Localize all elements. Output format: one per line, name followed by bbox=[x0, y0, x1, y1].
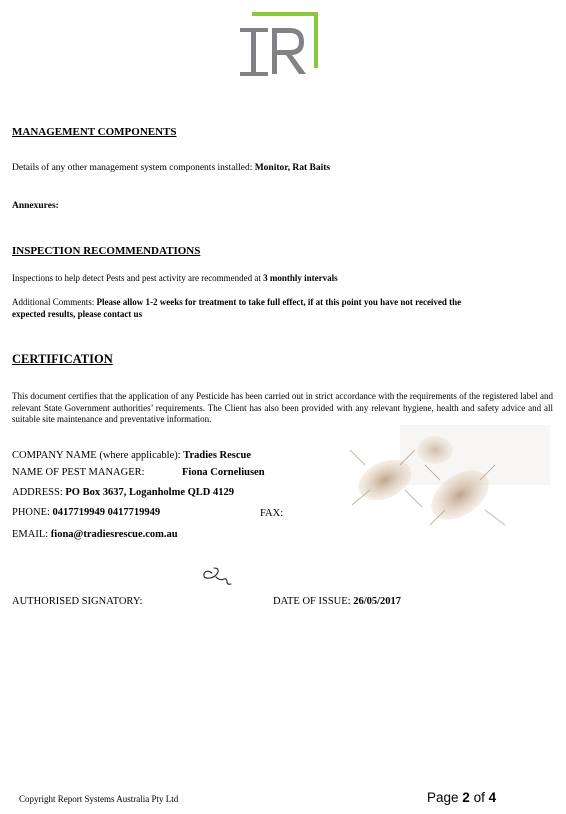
email-value: fiona@tradiesrescue.com.au bbox=[50, 529, 178, 540]
date-of-issue-label: DATE OF ISSUE: bbox=[273, 596, 351, 607]
inspection-interval: 3 monthly intervals bbox=[263, 273, 338, 283]
signature-scribble bbox=[200, 565, 234, 587]
date-of-issue-value: 26/05/2017 bbox=[353, 596, 402, 607]
certification-paragraph: This document certifies that the application of any Pesticide has been carried out in strict accordance with the requirements of the registered label and relevant State Government authorities’ requirements. The Client has also been provided with any relevant hygiene, health and safety advice and all suitable site maintenance and preventative information. bbox=[12, 391, 553, 424]
additional-comments bbox=[12, 296, 557, 320]
email-row bbox=[12, 529, 178, 540]
certification-heading: CERTIFICATION bbox=[12, 352, 113, 366]
fax-label: FAX: bbox=[260, 508, 284, 519]
page-indicator bbox=[427, 790, 496, 805]
phone-row bbox=[12, 507, 160, 518]
inspection-line bbox=[12, 272, 338, 284]
address-row bbox=[12, 487, 234, 498]
date-of-issue-row bbox=[273, 596, 401, 607]
page-current: 2 bbox=[462, 790, 470, 805]
footer-copyright: Copyright Report Systems Australia Pty Ltd bbox=[19, 794, 179, 804]
phone-label: PHONE: bbox=[12, 507, 50, 518]
comments-line2: expected results, please contact us bbox=[12, 309, 143, 319]
company-name-label: COMPANY NAME (where applicable): bbox=[12, 450, 181, 461]
page-total: 4 bbox=[488, 790, 497, 805]
address-label: ADDRESS: bbox=[12, 487, 63, 498]
management-details bbox=[12, 162, 330, 174]
pest-manager-value: Fiona Corneliusen bbox=[182, 467, 265, 478]
comments-label: Additional Comments: bbox=[12, 297, 95, 307]
authorised-signatory-label: AUTHORISED SIGNATORY: bbox=[12, 596, 143, 607]
page-word: Page bbox=[427, 790, 459, 805]
cockroach-watermark-icon bbox=[330, 425, 555, 535]
address-value: PO Box 3637, Loganholme QLD 4129 bbox=[65, 487, 234, 498]
comments-line1: Please allow 1-2 weeks for treatment to take full effect, if at this point you have not received the bbox=[96, 297, 462, 307]
tr-logo-icon bbox=[238, 12, 318, 78]
management-details-value: Monitor, Rat Baits bbox=[254, 163, 331, 173]
management-heading: MANAGEMENT COMPONENTS bbox=[12, 126, 177, 138]
annexures-label: Annexures: bbox=[12, 201, 59, 211]
inspection-heading: INSPECTION RECOMMENDATIONS bbox=[12, 245, 201, 257]
email-label: EMAIL: bbox=[12, 529, 49, 540]
inspection-line-prefix: Inspections to help detect Pests and pest activity are recommended at bbox=[12, 273, 261, 283]
management-details-label: Details of any other management system components installed: bbox=[12, 163, 253, 173]
company-name-row bbox=[12, 450, 251, 461]
pest-manager-label: NAME OF PEST MANAGER: bbox=[12, 467, 145, 478]
company-name-value: Tradies Rescue bbox=[183, 450, 252, 461]
phone-value: 0417719949 0417719949 bbox=[52, 507, 161, 518]
page-of: of bbox=[473, 790, 485, 805]
